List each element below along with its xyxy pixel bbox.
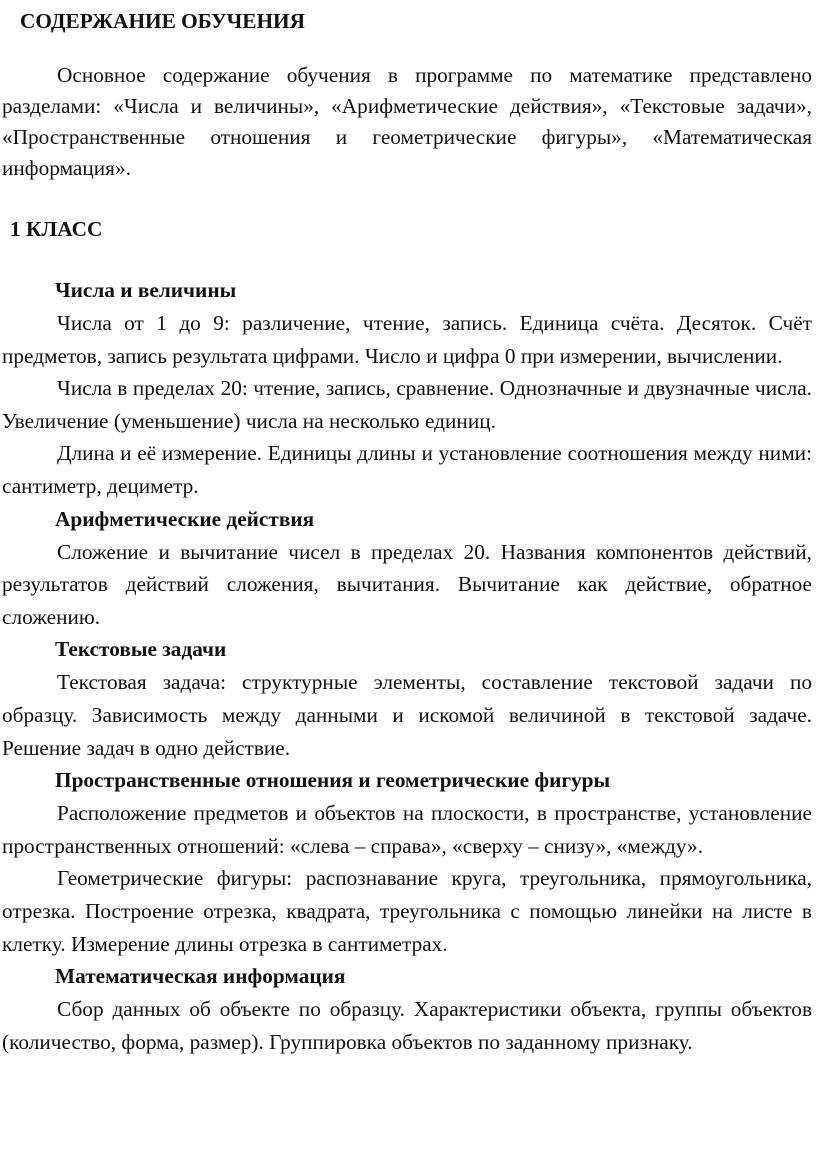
content-sections [2, 274, 812, 1058]
section-numbers-and-quantities [2, 274, 812, 503]
section-paragraph: Расположение предметов и объектов на плоскости, в пространстве, установление пространственных отношений: «слева – справа», «сверху – снизу», «между». [2, 801, 812, 858]
section-heading: Текстовые задачи [55, 637, 227, 662]
section-spatial-relations-and-geometry [2, 764, 812, 960]
section-paragraph: Числа от 1 до 9: различение, чтение, запись. Единица счёта. Десяток. Счёт предметов, запись результата цифрами. Число и цифра 0 при измерении, вычислении. [2, 311, 812, 368]
section-paragraph: Сложение и вычитание чисел в пределах 20. Названия компонентов действий, результатов действий сложения, вычитания. Вычитание как действие, обратное сложению. [2, 539, 812, 629]
section-word-problems [2, 633, 812, 764]
section-paragraph: Числа в пределах 20: чтение, запись, сравнение. Однозначные и двузначные числа. Увеличение (уменьшение) числа на несколько единиц. [2, 376, 812, 433]
section-heading: Пространственные отношения и геометрические фигуры [55, 768, 611, 793]
intro-paragraph: Основное содержание обучения в программе по математике представлено разделами: «Числа и величины», «Арифметические действия», «Текстовые задачи», «Пространственные отношения и геометрические фигуры», «Математическая информация». [2, 63, 812, 180]
section-paragraph: Геометрические фигуры: распознавание круга, треугольника, прямоугольника, отрезка. Построение отрезка, квадрата, треугольника с помощью линейки на листе в клетку. Измерение длины отрезка в сантиметрах. [2, 866, 812, 956]
document-title: СОДЕРЖАНИЕ ОБУЧЕНИЯ [20, 9, 305, 33]
section-paragraph: Длина и её измерение. Единицы длины и установление соотношения между ними: сантиметр, дециметр. [2, 441, 812, 498]
section-mathematical-information [2, 960, 812, 1058]
section-heading: Арифметические действия [55, 506, 315, 531]
section-heading: Математическая информация [55, 964, 346, 989]
section-paragraph: Текстовая задача: структурные элементы, составление текстовой задачи по образцу. Зависимость между данными и искомой величиной в текстовой задаче. Решение задач в одно действие. [2, 670, 812, 760]
section-arithmetic-operations [2, 503, 812, 634]
section-paragraph: Сбор данных об объекте по образцу. Характеристики объекта, группы объектов (количество, форма, размер). Группировка объектов по заданному признаку. [2, 997, 812, 1054]
grade-heading: 1 КЛАСС [10, 217, 103, 241]
section-heading: Числа и величины [55, 278, 237, 302]
